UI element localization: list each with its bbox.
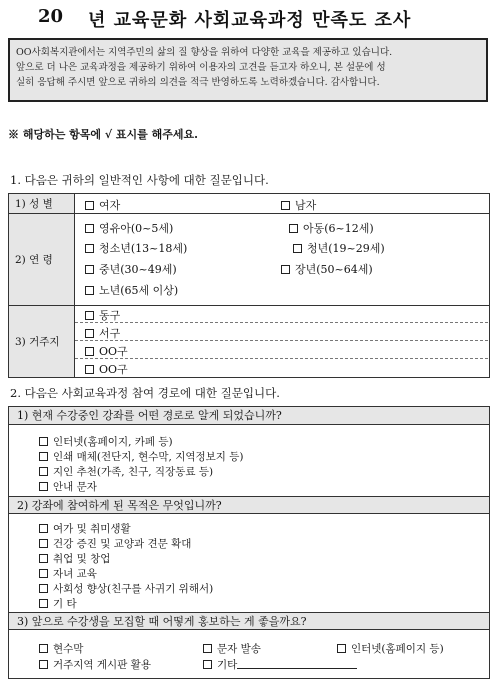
checkbox-icon[interactable] [39, 482, 48, 491]
checkbox-icon[interactable] [85, 347, 94, 356]
question-purpose: 2) 강좌에 참여하게 된 목적은 무엇입니까? [9, 496, 489, 514]
option-internet-homepage[interactable]: 인터넷(홈페이지 등) [337, 641, 444, 656]
checkbox-icon[interactable] [39, 539, 48, 548]
checkbox-icon[interactable] [293, 244, 302, 253]
option-other[interactable]: 기 타 [39, 596, 77, 611]
general-info-table [8, 193, 490, 378]
checkbox-icon[interactable] [281, 201, 290, 210]
option-sms[interactable]: 문자 발송 [203, 641, 261, 656]
row-divider [75, 340, 488, 341]
option-etc[interactable]: 기타 [203, 657, 357, 672]
option-residence-west[interactable]: 서구 [85, 325, 120, 341]
checkbox-icon[interactable] [203, 660, 212, 669]
checkbox-icon[interactable] [39, 452, 48, 461]
checkbox-icon[interactable] [39, 599, 48, 608]
question-discovery-path: 1) 현재 수강중인 강좌를 어떤 경로로 알게 되었습니까? [9, 407, 489, 425]
checkbox-icon[interactable] [85, 311, 94, 320]
etc-answer-line[interactable] [237, 659, 357, 669]
checkbox-icon[interactable] [85, 224, 94, 233]
checkbox-icon[interactable] [39, 584, 48, 593]
instruction-notice: ※ 해당하는 항목에 √ 표시를 해주세요. [8, 128, 198, 141]
checkbox-icon[interactable] [39, 569, 48, 578]
option-residence-east[interactable]: 동구 [85, 307, 120, 323]
option-age-young-adult[interactable]: 청년(19~29세) [293, 240, 385, 256]
option-health[interactable]: 건강 증진 및 교양과 견문 확대 [39, 536, 191, 551]
survey-title [0, 2, 498, 30]
checkbox-icon[interactable] [39, 467, 48, 476]
checkbox-icon[interactable] [85, 286, 94, 295]
option-residence-oo2[interactable]: OO구 [85, 361, 128, 377]
gender-options [75, 194, 490, 214]
checkbox-icon[interactable] [39, 660, 48, 669]
participation-section [8, 406, 490, 679]
option-internet[interactable]: 인터넷(홈페이지, 카페 등) [39, 434, 173, 449]
option-banner[interactable]: 현수막 [39, 641, 83, 656]
checkbox-icon[interactable] [85, 329, 94, 338]
checkbox-icon[interactable] [85, 201, 94, 210]
intro-line: OO사회복지관에서는 지역주민의 삶의 질 향상을 위하여 다양한 교육을 제공하고 있습니다. [16, 47, 393, 58]
option-sociability[interactable]: 사회성 향상(친구를 사귀기 위해서) [39, 581, 213, 596]
age-label: 2) 연 령 [9, 214, 75, 306]
checkbox-icon[interactable] [85, 244, 94, 253]
residence-label: 3) 거주지 [9, 306, 75, 378]
title-text: 년 교육문화 사회교육과정 만족도 조사 [88, 10, 412, 31]
option-text-message[interactable]: 안내 문자 [39, 479, 97, 494]
option-age-senior-adult[interactable]: 장년(50~64세) [281, 261, 373, 277]
option-employment[interactable]: 취업 및 창업 [39, 551, 110, 566]
option-print-media[interactable]: 인쇄 매체(전단지, 현수막, 지역정보지 등) [39, 449, 244, 464]
question-promotion: 3) 앞으로 수강생을 모집할 때 어떻게 홍보하는 게 좋을까요? [9, 612, 489, 630]
intro-box [8, 38, 488, 102]
checkbox-icon[interactable] [39, 644, 48, 653]
option-residence-oo1[interactable]: OO구 [85, 343, 128, 359]
age-options [75, 214, 490, 306]
title-year: 20 [38, 6, 64, 27]
checkbox-icon[interactable] [85, 365, 94, 374]
option-hobby[interactable]: 여가 및 취미생활 [39, 521, 131, 536]
option-child-education[interactable]: 자녀 교육 [39, 566, 97, 581]
checkbox-icon[interactable] [203, 644, 212, 653]
option-female[interactable]: 여자 [85, 197, 120, 213]
option-bulletin-board[interactable]: 거주지역 게시판 활용 [39, 657, 151, 672]
intro-line: 앞으로 더 나은 교육과정을 제공하기 위하여 이용자의 고견을 듣고자 하오니, 본 설문에 성 [16, 62, 386, 73]
checkbox-icon[interactable] [85, 265, 94, 274]
intro-line: 실히 응답해 주시면 앞으로 귀하의 의견을 적극 반영하도록 노력하겠습니다. 감사합니다. [16, 77, 380, 88]
option-age-elderly[interactable]: 노년(65세 이상) [85, 282, 178, 298]
option-male[interactable]: 남자 [281, 197, 316, 213]
option-age-infant[interactable]: 영유아(0~5세) [85, 220, 173, 236]
residence-options [75, 306, 490, 378]
section1-heading: 1. 다음은 귀하의 일반적인 사항에 대한 질문입니다. [10, 173, 269, 187]
checkbox-icon[interactable] [39, 524, 48, 533]
row-divider [75, 322, 488, 323]
checkbox-icon[interactable] [281, 265, 290, 274]
option-referral[interactable]: 지인 추천(가족, 친구, 직장동료 등) [39, 464, 213, 479]
row-divider [75, 358, 488, 359]
checkbox-icon[interactable] [289, 224, 298, 233]
option-age-child[interactable]: 아동(6~12세) [289, 220, 374, 236]
checkbox-icon[interactable] [337, 644, 346, 653]
checkbox-icon[interactable] [39, 554, 48, 563]
section2-heading: 2. 다음은 사회교육과정 참여 경로에 대한 질문입니다. [10, 386, 280, 400]
gender-label: 1) 성 별 [9, 194, 75, 214]
checkbox-icon[interactable] [39, 437, 48, 446]
option-age-middle[interactable]: 중년(30~49세) [85, 261, 177, 277]
option-age-teen[interactable]: 청소년(13~18세) [85, 240, 187, 256]
